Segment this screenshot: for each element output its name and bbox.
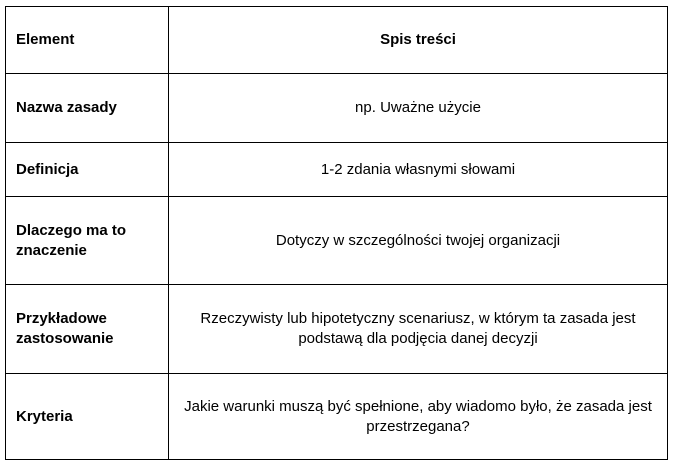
row-value-example-application: Rzeczywisty lub hipotetyczny scenariusz, w którym ta zasada jest podstawą dla podjęcia danej decyzji	[169, 285, 668, 374]
table-header-row	[6, 7, 668, 74]
principle-template-table-container	[5, 6, 668, 460]
header-element-cell: Element	[6, 7, 169, 74]
row-value-criteria: Jakie warunki muszą być spełnione, aby wiadomo było, że zasada jest przestrzegana?	[169, 374, 668, 460]
table-row	[6, 143, 668, 197]
table-row	[6, 285, 668, 374]
row-label-example-application: Przykładowe zastosowanie	[6, 285, 169, 374]
row-value-definition: 1-2 zdania własnymi słowami	[169, 143, 668, 197]
row-label-why-it-matters: Dlaczego ma to znaczenie	[6, 197, 169, 285]
row-value-principle-name: np. Uważne użycie	[169, 74, 668, 143]
row-label-definition: Definicja	[6, 143, 169, 197]
row-value-why-it-matters: Dotyczy w szczególności twojej organizacji	[169, 197, 668, 285]
principle-template-table	[5, 6, 668, 460]
header-contents-cell: Spis treści	[169, 7, 668, 74]
row-label-criteria: Kryteria	[6, 374, 169, 460]
table-row	[6, 74, 668, 143]
table-row	[6, 374, 668, 460]
table-row	[6, 197, 668, 285]
row-label-principle-name: Nazwa zasady	[6, 74, 169, 143]
